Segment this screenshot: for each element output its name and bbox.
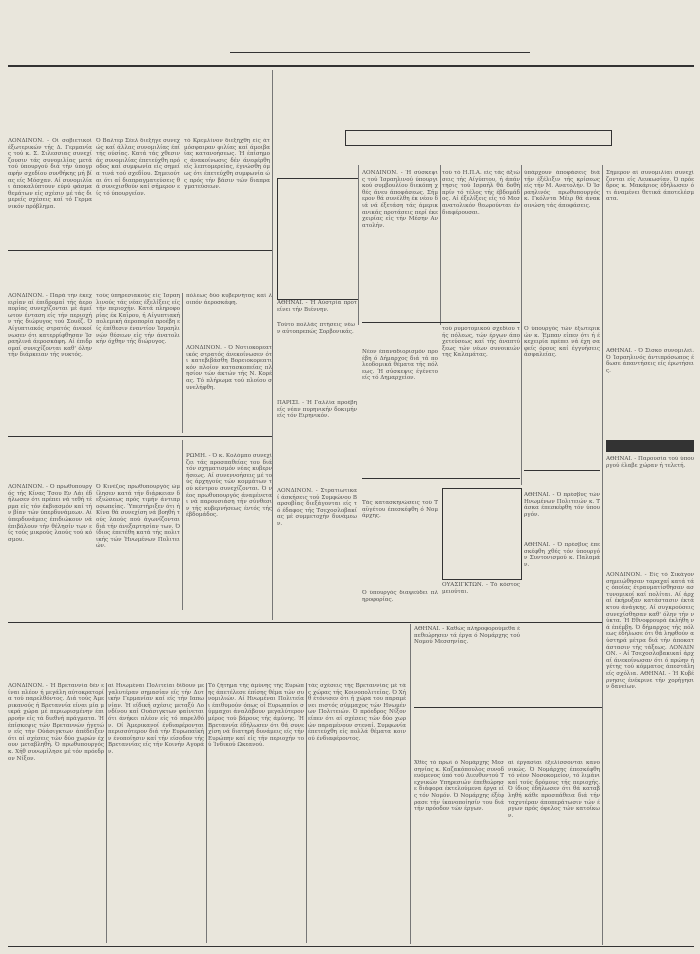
a23-text: ΑΘΗΝΑΙ. - Ό Σίσκο συνομιλεί. Ό Ίσραηλινός άντιπρόσωπος έδωσε άπαντήσεις είς έρωτήσεις.: [606, 348, 694, 374]
right-col-top: Σήμερον αί συνομιλίαι συνεχίζονται είς Λευκωσίαν. Ό πρόεδρος κ. Μακάριος έδήλωσεν ότι άναμένει θετικά άποτελέσματα.: [606, 170, 694, 203]
a5-col-1: ΛΟΝΔΙΝΟΝ. - Ό πρωθυπουργός τής Κίνας Τσου Εν Λάι έδήλωσεν ότι πρέπει νά τεθή τέρμα είς τόν έκβιασμόν καί τήν βίαν τών ύπερδυνάμεων. Αί ύπερδυνάμεις έπιδιώκουν νά έπιβάλουν τήν θέλησίν των είς τούς μικρούς λαούς τού κόσμου.: [8, 484, 92, 543]
a17-text: ΑΘΗΝΑΙ. - Ό πρέσβυς έπεσκέφθη χθές τόν ύπουργόν Συντονισμού κ. Παλαμάν.: [524, 542, 600, 568]
a9-intro: Τούτο πολλάς πτήσεις νέων αύτοπρεπώς Σορβονικάς.: [277, 322, 355, 335]
a1-col-2: Ό Βαλτερ Σέελ διεξήγε συνεχώς καί άλλας συνομιλίας έπί τής ούσίας. Κατά τάς χθεσινάς συνομιλίας έπετεύχθη πρόοδος καί συμφωνία είς σημεία τινά τού σχεδίου. Σημειούται ότι αί διαπραγματεύσεις θά συνεχισθούν καί σήμερον είς τό ύπουργείον.: [96, 138, 180, 197]
a5-col-2: Ό Κινέζος πρωθυπουργός ώμίλησεν κατά τήν διάρκειαν δεξιώσεως πρός τιμήν άντιπροσωπείας. Ύπεστήριξεν ότι ή Κίνα θά συνεχίση νά βοηθή τούς λαούς πού άγωνίζονται διά τήν άνεξαρτησίαν των. Ό ίδιος έπετέθη κατά τής πολιτικής τών Ήνωμένων Πολιτειών.: [96, 484, 180, 550]
a20-text: ΛΟΝΔΙΝΟΝ. - Είς τό Σικάγον σημειώθησαν ταραχαί κατά τάς όποίας έτραυματίσθησαν αστυνομικοί καί πολίται. Αί άρχαί έκήρυξαν κατάστασιν έκτάκτου άνάγκης. Αί συγκρούσεις συνεχίσθησαν καθ' όλην τήν νύκτα. Ή Εθνοφρουρά έκλήθη νά έπέμβη. Ό δήμαρχος τής πόλεως έδήλωσε ότι θά ληφθούν αύστηρά μέτρα διά τήν άποκατάστασιν τής τάξεως. ΛΟΝΔΙΝΟΝ. - Αί Τσεχοσλοβακικαί άρχαί άνεκοίνωσαν ότι ό πρώην ήγέτης τού κόμματος άπεστάλη είς σχόλια. ΑΘΗΝΑΙ. - Ή Κυβέρνησις ένέκρινε τήν χορήγησιν δανείων.: [606, 572, 694, 691]
a15-col-1: Χθές τό πρωί ό Νομάρχης Μεσσηνίας κ. Καζακόπουλος συνοδευόμενος ύπό τού Διευθυντού Τεχνικών Υπηρεσιών έπεθεώρησε διάφορα έκτελούμενα έργα είς τόν Νομόν. Ό Νομάρχης έξέφρασε τήν ίκανοποίησίν του διά τήν πρόοδον τών έργων.: [414, 760, 504, 813]
a21-text: ΑΘΗΝΑΙ. - Παρουσία τού ύπουργού έλαβε χώραν ή τελετή.: [606, 456, 694, 469]
a16-text: ΑΘΗΝΑΙ. - Ό πρέσβυς τών Ηνωμένων Πολιτειών κ. Τάσκα έπεσκέφθη τόν ύπουργόν.: [524, 492, 600, 518]
a2-col-2: τού τό Η.Π.Α. είς τάς άξιώσεις τής Αίγύπτου, ή άπάντησις τού Ισραήλ θά δοθή πρίν τό τέλος τής έβδομάδος. Αί έξελίξεις είς τό Μεσανατολικόν θεωρούνται ένδιαφέρουσαι.: [442, 170, 520, 216]
a6-text: ΛΟΝΔΙΝΟΝ. - Ό Νοτιοκορεατικός στρατός άνεκοίνωσεν ότι κατεβιβάσθη Βορειοκορεατικόν πλοίον κατασκοπείας πλησίον τών άκτών τής Ν. Κορέας. Τό πλήρωμα τού πλοίου συνελήφθη.: [186, 345, 272, 391]
a15-intro: ΑΘΗΝΑΙ. - Καθώς πληροφορούμεθα έπεθεώρησεν τά έργα ό Νομάρχης τού Νομού Μεσσηνίας.: [414, 626, 520, 646]
a13-text: ΟΥΑΣΙΓΚΤΩΝ. - Τό κόστος μειούται.: [442, 582, 520, 595]
a2-col-3: ύπάρχουν άποφάσεις διά τήν έξέλιξιν τής κρίσεως είς τήν Μ. Ανατολήν. Ό Ίσραηλινός πρωθυπουργός κ. Γκόλντα Μέιρ θά άνακοινώση τάς άποφάσεις.: [524, 170, 600, 209]
a6-intro: πόλεως δύο κυβερνήτας καί λοιπόν άεροσκάφη.: [186, 293, 272, 306]
a7-text: ΡΩΜΗ. - Ό κ. Κολόμπο συνεχίζει τάς προσπαθείας του διά τόν σχηματισμόν νέας κυβερνήσεως. Αί συνεννοήσεις μέ τούς άρχηγούς τών κομμάτων τού κέντρου συνεχίζονται. Ό νέος πρωθυπουργός άναμένεται νά παρουσιάση τήν σύνθεσιν τής κυβερνήσεως έντός τής έβδομάδος.: [186, 453, 272, 519]
a10-text: ΛΟΝΔΙΝΟΝ. - Στρατιωτικαί άσκήσεις τού Συμφώνου Βαρσοβίας διεξάγονται είς τό έδαφος τής Τσεχοσλοβακίας μέ συμμετοχήν δυνάμεων.: [277, 488, 357, 527]
a4-col-1: ΛΟΝΔΙΝΟΝ. - Παρά τήν έκεχειρίαν αί έπιδρομαί τής άεροπορίας συνεχίζονται μέ άμείωτον ένταση είς τήν περιοχήν τής διώρυγος τού Σουέζ. Ό Αίγυπτιακός στρατός άνεκοίνωσεν ότι κατερρίφθησαν Ίσραηλινά άεροσκάφη. Αί έπιδρομαί συνεχίζονται καθ' όλην τήν διάρκειαν τής νυκτός.: [8, 293, 92, 359]
a14-col-3: Τό ζήτημα τής άμύνης τής Ευρώπης άπετέλεσε έπίσης θέμα τών συνομιλιών. Αί Ηνωμέναι Πολιτείαι έπιθυμούν όπως οί Ευρωπαίοι σύμμαχοι άναλάβουν μεγαλύτερον μέρος τού βάρους τής άμύνης. Ή Βρεταννία έδήλωσεν ότι θά συνεχίση νά διατηρή δυνάμεις είς τήν Ευρώπην καί είς τήν περιοχήν τού Ίνδικού Ωκεανού.: [208, 683, 304, 749]
a11-text: Τάς κατασκηνώσεις τού Ταϋγέτου έπεσκέφθη ό Νομάρχης.: [362, 500, 438, 520]
a14-col-1: ΛΟΝΔΙΝΟΝ. - Ή Βρεταννία δέν είναι πλέον ή μεγάλη αύτοκρατορία τού παρελθόντος. Διά τούς Άμερικανούς ή Βρεταννία είναι μία μικρά χώρα μέ περιωρισμένην έπιρροήν είς τά διεθνή πράγματα. Ή έπίσκεψις τών Βρεταννών ήγετών είς τήν Ούάσιγκτων άπέδειξεν ότι αί σχέσεις τών δύο χωρών έχουν μεταβληθή. Ό πρωθυπουργός κ. Χήθ συνωμίλησε μέ τόν πρόεδρον Νίξον.: [8, 683, 104, 762]
a2-col-1: ΛΟΝΔΙΝΟΝ. - Ή σύσκεψις τού Ίσραηλινού ύπουργικού συμβουλίου διεκόπη χθές άνευ άποφάσεως. Σήμερον θά συνέλθη έκ νέου διά νά έξετάση τάς άμερικανικάς προτάσεις περί έκεχειρίας είς τήν Μέσην Ανατολήν.: [362, 170, 438, 229]
a14-col-4: τάς σχέσεις τής Βρεταννίας μέ τάς χώρας τής Κοινοπολιτείας. Ό Χήθ έτόνισεν ότι ή χώρα του παραμένει πιστός σύμμαχος τών Ηνωμένων Πολιτειών. Ό πρόεδρος Νίξον είπεν ότι αί σχέσεις τών δύο χωρών παραμένουν στεναί. Συμφωνία έπετεύχθη είς πολλά θέματα κοινού ένδιαφέροντος.: [308, 683, 406, 742]
a1-col-3: τό Κρεμλίνον διεξήχθη είς άτμόσφαιραν φιλίας καί άμοιβαίας κατανοήσεως. Ή έπίσημος άνακοίνωσις δέν άνεφέρθη είς λεπτομερείας, έγνώσθη όμως ότι έπετεύχθη συμφωνία ώς πρός τήν βάσιν τών διαπραγματεύσεων.: [184, 138, 270, 191]
a9-text: ΠΑΡΙΣΙ. - Ή Γαλλία προέβη είς νέαν πυρηνικήν δοκιμήν είς τόν Ειρηνικόν.: [277, 400, 357, 420]
a15-col-2: αί έργασίαι έξελίσσονται κανονικώς. Ό Νομάρχης έπεσκέφθη τό νέον Νοσοκομείον, τό λιμάνι καί τούς δρόμους τής περιοχής. Ό ίδιος έδήλωσεν ότι θά καταβληθή κάθε προσπάθεια διά τήν ταχυτέραν άποπεράτωσιν τών έργων πρός όφελος τών κατοίκων.: [508, 760, 600, 819]
a4-col-2: τούς ύπηρεσιακούς είς Ίσραηλινούς τάς νέας έξελίξεις είς τήν περιοχήν. Κατά πληροφορίας έκ Καΐρου, ή Αίγυπτιακή πολεμική άεροπορία προέβη είς έπίθεσιν έναντίον Ίσραηλινών θέσεων είς τήν άνατολικήν όχθην τής διώρυγος.: [96, 293, 180, 346]
a8-col-2: τού ρυμοτομικού σχεδίου τής πόλεως, τών έργων άποχετεύσεως καί τής άναπτύξεως τών νέων συνοικιών της Καλαμάτας.: [442, 326, 520, 359]
a3-text: ΑΘΗΝΑΙ. - Ή Αύστρία προτείνει τήν Βιέννην.: [277, 300, 357, 313]
a1-col-1: ΛΟΝΔΙΝΟΝ. - Οί σοβιετικοί έξωτερικών τής Δ. Γερμανίας τού κ. Σ. Σιλεσσιας συνεχίζουσιν τάς συνομιλίας μετά τού ύπουργού διά τήν ύπογραφήν σχεδίου συνθήκης μή βίας είς Μόσχαν. Αί συνομιλίαι άποκαλύπτουν εύρύ φάσμα θεμάτων είς σχέσιν μέ τάς διμερείς σχέσεις καί τό Γερμανικόν πρόβλημα.: [8, 138, 92, 210]
a14-col-2: αί Ηνωμέναι Πολιτείαι δίδουν μεγαλυτέραν σημασίαν είς τήν Δυτικήν Γερμανίαν καί είς τήν Ιαπωνίαν. Ή είδική σχέσις μεταξύ Λονδίνου καί Ουάσιγκτων φαίνεται ότι άνήκει πλέον είς τό παρελθόν. Οί Άμερικανοί ένδιαφέρονται περισσότερον διά τήν Ευρωπαϊκήν ένοποίησιν καί τήν είσοδον τής Βρεταννίας είς τήν Κοινήν Αγοράν.: [108, 683, 204, 755]
a8-text: Νέον έπαναδιορισμόν προέβη ό Δήμαρχος διά τά πολεοδομικά θέματα τής πόλεως. Ή σύσκεψις έγένετο είς τό Δημαρχείον.: [362, 349, 438, 382]
a12-text: Ό ύπουργός διαψεύδει πληροφορίας.: [362, 590, 438, 603]
a2-col-4: Ό ύπουργός τών έξωτερικών κ. Έμπαν είπεν ότι ή έκεχειρία πρέπει νά έχη σαφείς όρους καί έγγυήσεις άσφαλείας.: [524, 326, 600, 359]
